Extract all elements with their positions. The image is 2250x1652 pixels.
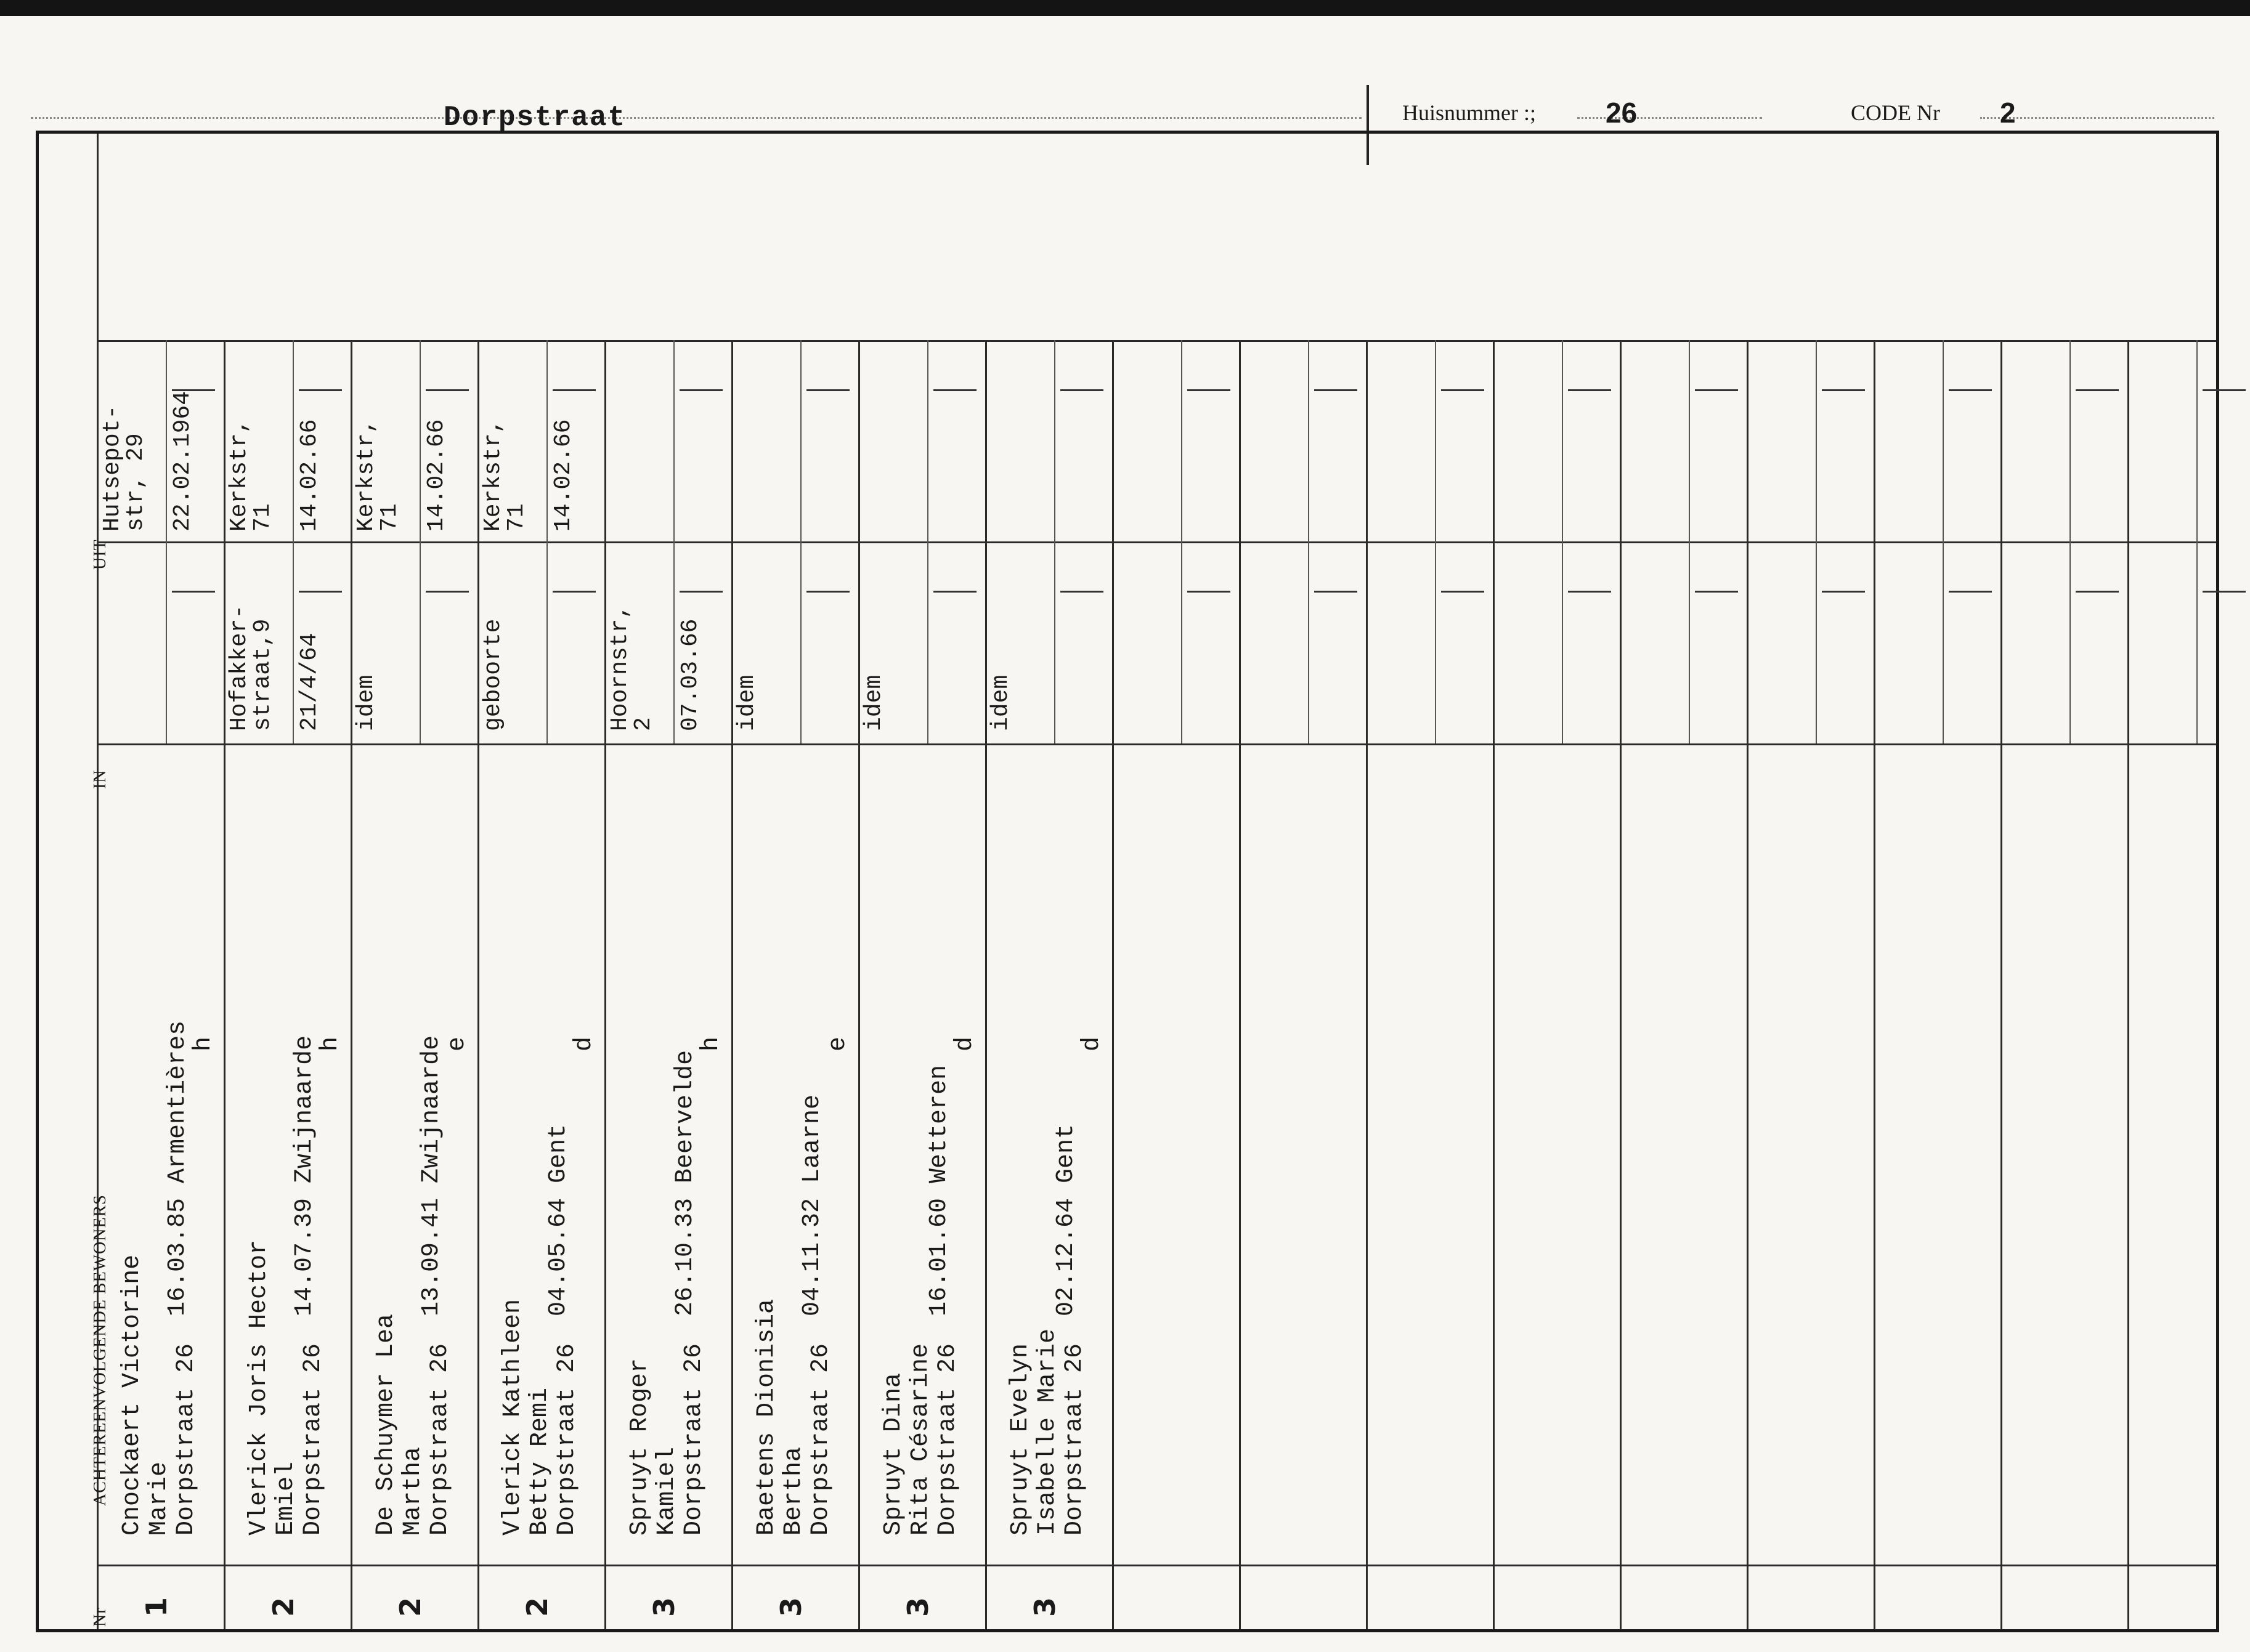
empty-cell-dash: [933, 591, 977, 593]
empty-cell-dash: [1441, 389, 1484, 391]
empty-cell-dash: [1568, 389, 1611, 391]
column-subdivider: [1054, 340, 1055, 743]
birth-date-place: 16.01.60 Wetteren: [925, 1064, 953, 1316]
column-divider: [477, 340, 479, 1629]
resident-line: Rita Césarine: [907, 1343, 935, 1536]
resident-line: Dorpstraat 26: [934, 1343, 962, 1536]
resident-line: Marie: [145, 1461, 173, 1536]
empty-cell-dash: [1695, 591, 1738, 593]
column-divider: [985, 340, 987, 1629]
card-header: [0, 37, 2250, 134]
code-label: CODE Nr: [1851, 100, 1940, 125]
band-line-0: [97, 340, 2216, 342]
column-divider: [1112, 340, 1114, 1629]
column-divider: [858, 340, 860, 1629]
out-date: 22.02.1964: [169, 391, 196, 532]
empty-cell-dash: [553, 389, 596, 391]
column-subdivider: [166, 340, 167, 743]
resident-line: Emiel: [272, 1461, 300, 1536]
column-subdivider: [546, 340, 548, 743]
resident-line: Vlerick Kathleen: [499, 1298, 527, 1536]
household-number: 2: [267, 1597, 300, 1617]
resident-line: Baetens Dionisia: [753, 1298, 781, 1536]
resident-line: Cnockaert Victorine: [118, 1254, 146, 1536]
out-place: 71: [250, 503, 276, 532]
empty-cell-dash: [1314, 591, 1357, 593]
column-subdivider: [1181, 340, 1182, 743]
out-place: 71: [503, 503, 530, 532]
column-divider: [351, 340, 352, 1629]
in-place: straat,9: [250, 618, 276, 731]
resident-line: Dorpstraat 26: [1061, 1343, 1089, 1536]
column-divider: [604, 340, 606, 1629]
empty-cell-dash: [426, 591, 469, 593]
out-place: Kerkstr,: [353, 419, 380, 532]
household-number: 2: [521, 1597, 554, 1617]
household-number: 3: [648, 1597, 681, 1617]
status-mark: d: [571, 1036, 598, 1051]
resident-line: Spruyt Evelyn: [1007, 1343, 1034, 1536]
in-place: geboorte: [480, 618, 506, 731]
house-number-dotted-line: [1577, 117, 1762, 119]
column-subdivider: [293, 340, 294, 743]
resident-line: Martha: [399, 1446, 427, 1536]
out-date: 14.02.66: [296, 419, 323, 532]
in-place: Hofakker-: [226, 604, 253, 731]
column-divider: [1620, 340, 1622, 1629]
birth-date-place: 04.11.32 Laarne: [798, 1094, 826, 1316]
column-divider: [2127, 340, 2129, 1629]
in-date: 07.03.66: [677, 618, 704, 731]
birth-date-place: 04.05.64 Gent: [545, 1124, 572, 1316]
resident-line: Dorpstraat 26: [299, 1343, 327, 1536]
empty-cell-dash: [299, 591, 342, 593]
out-place: str, 29: [123, 433, 149, 532]
column-subdivider: [1689, 340, 1690, 743]
in-place: idem: [734, 674, 760, 731]
empty-cell-dash: [680, 591, 723, 593]
in-place: idem: [988, 674, 1014, 731]
resident-line: Dorpstraat 26: [173, 1343, 200, 1536]
birth-date-place: 14.07.39 Zwijnaarde: [291, 1035, 319, 1316]
residents-row-label: ACHTEREENVOLGENDE BEWONERS: [91, 1194, 110, 1506]
empty-cell-dash: [1441, 591, 1484, 593]
out-place: Kerkstr,: [480, 419, 506, 532]
empty-cell-dash: [1822, 591, 1865, 593]
resident-line: Bertha: [780, 1446, 808, 1536]
out-place: Hutsepot-: [99, 405, 126, 532]
in-place: Hoornstr,: [607, 604, 633, 731]
in-place: idem: [353, 674, 380, 731]
out-row-label: UIT: [91, 539, 110, 570]
resident-line: Kamiel: [653, 1446, 681, 1536]
birth-date-place: 16.03.85 Armentières: [164, 1020, 192, 1316]
house-number-value: 26: [1606, 97, 1638, 129]
empty-cell-dash: [2076, 591, 2119, 593]
resident-line: Betty Remi: [526, 1387, 554, 1536]
status-mark: h: [697, 1036, 725, 1051]
column-subdivider: [1435, 340, 1436, 743]
resident-line: De Schuymer Lea: [372, 1313, 400, 1536]
empty-cell-dash: [1568, 591, 1611, 593]
empty-cell-dash: [1187, 389, 1230, 391]
household-number: 3: [774, 1597, 808, 1617]
column-subdivider: [1943, 340, 1944, 743]
column-subdivider: [420, 340, 421, 743]
household-number: 2: [394, 1597, 427, 1617]
empty-cell-dash: [2203, 591, 2246, 593]
street-dotted-line: [31, 117, 1362, 119]
column-divider: [1874, 340, 1875, 1629]
column-subdivider: [2069, 340, 2071, 743]
in-place: idem: [861, 674, 887, 731]
resident-line: Dorpstraat 26: [680, 1343, 708, 1536]
household-number: 1: [140, 1597, 173, 1617]
status-mark: e: [824, 1036, 852, 1051]
column-subdivider: [927, 340, 928, 743]
empty-cell-dash: [1695, 389, 1738, 391]
column-subdivider: [800, 340, 802, 743]
empty-cell-dash: [553, 591, 596, 593]
out-place: Kerkstr,: [226, 419, 253, 532]
resident-line: Spruyt Dina: [880, 1372, 908, 1536]
column-divider: [1747, 340, 1748, 1629]
column-subdivider: [2196, 340, 2198, 743]
empty-cell-dash: [1949, 591, 1992, 593]
resident-line: Spruyt Roger: [626, 1358, 654, 1536]
birth-date-place: 26.10.33 Beervelde: [672, 1050, 699, 1316]
column-divider: [2000, 340, 2002, 1629]
empty-cell-dash: [680, 389, 723, 391]
column-subdivider: [1816, 340, 1817, 743]
status-mark: d: [951, 1036, 979, 1051]
status-mark: e: [444, 1036, 471, 1051]
empty-cell-dash: [426, 389, 469, 391]
column-divider: [224, 340, 225, 1629]
resident-line: Dorpstraat 26: [553, 1343, 581, 1536]
empty-cell-dash: [2203, 389, 2246, 391]
status-mark: d: [1078, 1036, 1106, 1051]
empty-cell-dash: [299, 389, 342, 391]
empty-cell-dash: [933, 389, 977, 391]
band-line-1: [97, 541, 2216, 543]
birth-date-place: 13.09.41 Zwijnaarde: [418, 1035, 445, 1316]
column-divider: [1366, 340, 1368, 1629]
in-row-label: IN: [91, 769, 110, 789]
in-date: 21/4/64: [296, 633, 323, 731]
out-place: 71: [376, 503, 403, 532]
household-number: 3: [1028, 1597, 1062, 1617]
column-divider: [1239, 340, 1241, 1629]
resident-line: Vlerick Joris Hector: [245, 1239, 273, 1536]
top-edge-bar: [0, 0, 2250, 16]
code-number-value: 2: [2000, 97, 2016, 129]
household-number: 3: [901, 1597, 935, 1617]
column-subdivider: [1562, 340, 1563, 743]
band-line-2: [97, 743, 2216, 745]
empty-cell-dash: [806, 389, 850, 391]
resident-register-card: [36, 131, 2219, 1632]
status-mark: h: [190, 1036, 217, 1051]
column-subdivider: [673, 340, 675, 743]
empty-cell-dash: [1949, 389, 1992, 391]
house-number-label: Huisnummer :;: [1402, 100, 1536, 125]
resident-line: Dorpstraat 26: [426, 1343, 454, 1536]
status-mark: h: [317, 1036, 344, 1051]
column-subdivider: [1308, 340, 1309, 743]
resident-line: Dorpstraat 26: [807, 1343, 835, 1536]
empty-cell-dash: [1822, 389, 1865, 391]
empty-cell-dash: [1060, 591, 1103, 593]
band-line-3: [97, 1565, 2216, 1566]
empty-cell-dash: [1060, 389, 1103, 391]
empty-cell-dash: [1314, 389, 1357, 391]
empty-cell-dash: [806, 591, 850, 593]
in-place: 2: [630, 717, 657, 731]
empty-cell-dash: [172, 591, 215, 593]
out-date: 14.02.66: [550, 419, 577, 532]
resident-line: Isabelle Marie: [1034, 1328, 1062, 1536]
column-divider: [731, 340, 733, 1629]
out-date: 14.02.66: [423, 419, 450, 532]
column-divider: [1493, 340, 1495, 1629]
birth-date-place: 02.12.64 Gent: [1052, 1124, 1080, 1316]
empty-cell-dash: [1187, 591, 1230, 593]
street-name: Dorpstraat: [444, 102, 627, 134]
nr-row-label: Nr: [91, 1607, 110, 1627]
empty-cell-dash: [2076, 389, 2119, 391]
